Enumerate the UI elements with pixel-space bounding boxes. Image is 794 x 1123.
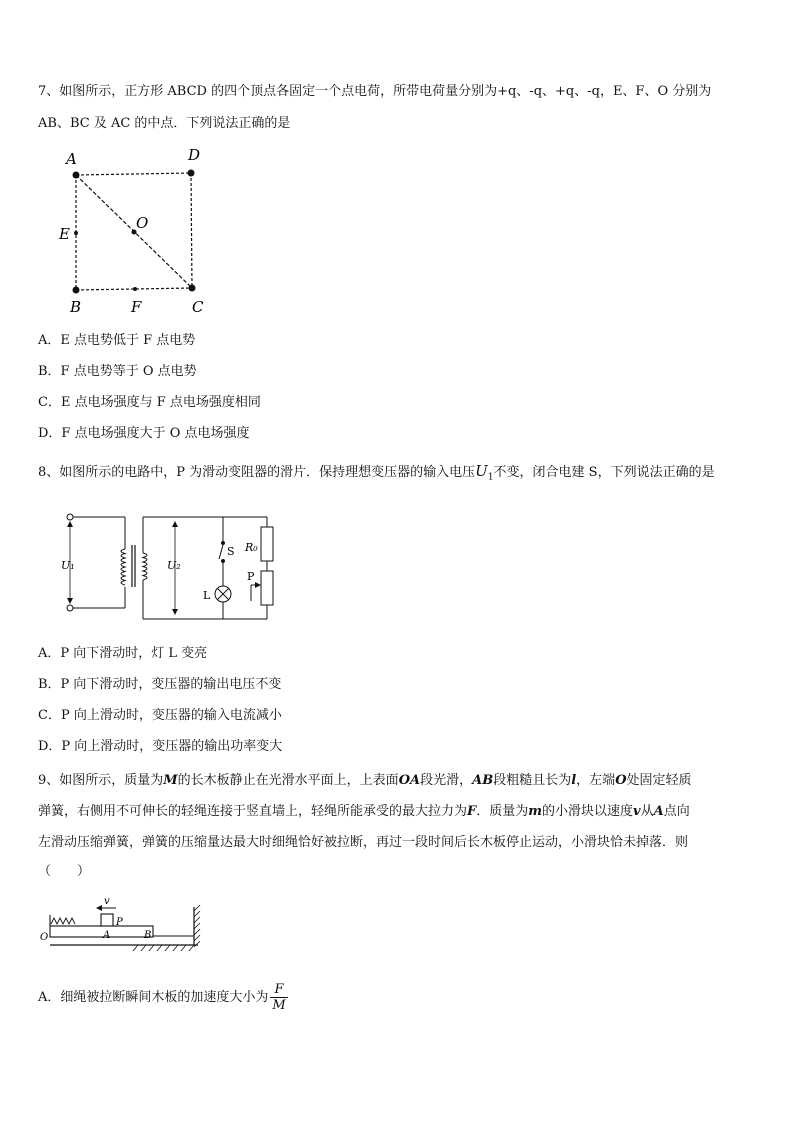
label-a: A (66, 150, 77, 168)
label-l: L (203, 589, 211, 602)
q7-option-a: A．E 点电势低于 F 点电势 (38, 333, 196, 348)
label-r0: R₀ (245, 541, 258, 554)
label-o: O (40, 932, 49, 943)
q7-square-figure (40, 140, 230, 320)
q7-option-c: C．E 点电场强度与 F 点电场强度相同 (38, 395, 261, 410)
q8-option-a: A．P 向下滑动时，灯 L 变亮 (38, 646, 208, 661)
q9-board-figure (38, 893, 208, 953)
q7-option-b: B．F 点电势等于 O 点电势 (38, 364, 197, 379)
q9-option-a-fraction (270, 982, 287, 1013)
label-f: F (131, 298, 142, 316)
q9-stem-line2: 弹簧，右侧用不可伸长的轻绳连接于竖直墙上，轻绳所能承受的最大拉力为F．质量为m的小滑块以速度v从A点向 (38, 804, 690, 819)
label-s: S (227, 545, 235, 558)
q8-stem-sub: 1 (487, 472, 494, 483)
q8-option-d: D．P 向上滑动时，变压器的输出功率变大 (38, 739, 283, 754)
q7-stem-line2: AB、BC 及 AC 的中点．下列说法正确的是 (38, 116, 291, 131)
q8-stem (38, 462, 715, 487)
label-b: B (70, 298, 82, 316)
q9-stem-line1: 9、如图所示，质量为M的长木板静止在光滑水平面上，上表面OA段光滑，AB段粗糙且长为l，左端O处固定轻质 (38, 773, 692, 788)
label-b: B (144, 930, 152, 941)
q9-stem-line3: 左滑动压缩弹簧，弹簧的压缩量达最大时细绳恰好被拉断，再过一段时间后长木板停止运动，小滑块恰未掉落．则 (38, 835, 689, 850)
q9-option-a (38, 982, 288, 1013)
label-a: A (103, 930, 111, 941)
fraction-numerator: F (270, 982, 287, 998)
q8-stem-var: U (475, 462, 488, 480)
label-u1: U₁ (61, 559, 75, 572)
label-p: P (247, 570, 255, 583)
q9-answer-paren: （ ） (38, 864, 91, 879)
label-v: v (104, 896, 110, 907)
q7-option-d: D．F 点电场强度大于 O 点电场强度 (38, 426, 250, 441)
label-d: D (188, 146, 201, 164)
label-p: P (116, 917, 123, 928)
q8-circuit-figure (55, 505, 285, 635)
q8-stem-post: 不变，闭合电建 S，下列说法正确的是 (493, 465, 715, 480)
label-o: O (136, 214, 149, 232)
q8-stem-pre: 8、如图所示的电路中，P 为滑动变阻器的滑片．保持理想变压器的输入电压 (38, 465, 476, 480)
fraction-denominator: M (272, 998, 286, 1013)
label-e: E (59, 225, 70, 243)
label-c: C (192, 298, 204, 316)
label-u2: U₂ (167, 559, 181, 572)
q8-option-c: C．P 向上滑动时，变压器的输入电流减小 (38, 708, 282, 723)
q9-option-a-text: A．细绳被拉断瞬间木板的加速度大小为 (38, 990, 269, 1005)
q8-option-b: B．P 向下滑动时，变压器的输出电压不变 (38, 677, 282, 692)
q7-stem-line1: 7、如图所示，正方形 ABCD 的四个顶点各固定一个点电荷，所带电荷量分别为+q、-q、+q、-q，E、F、O 分别为 (38, 84, 712, 99)
